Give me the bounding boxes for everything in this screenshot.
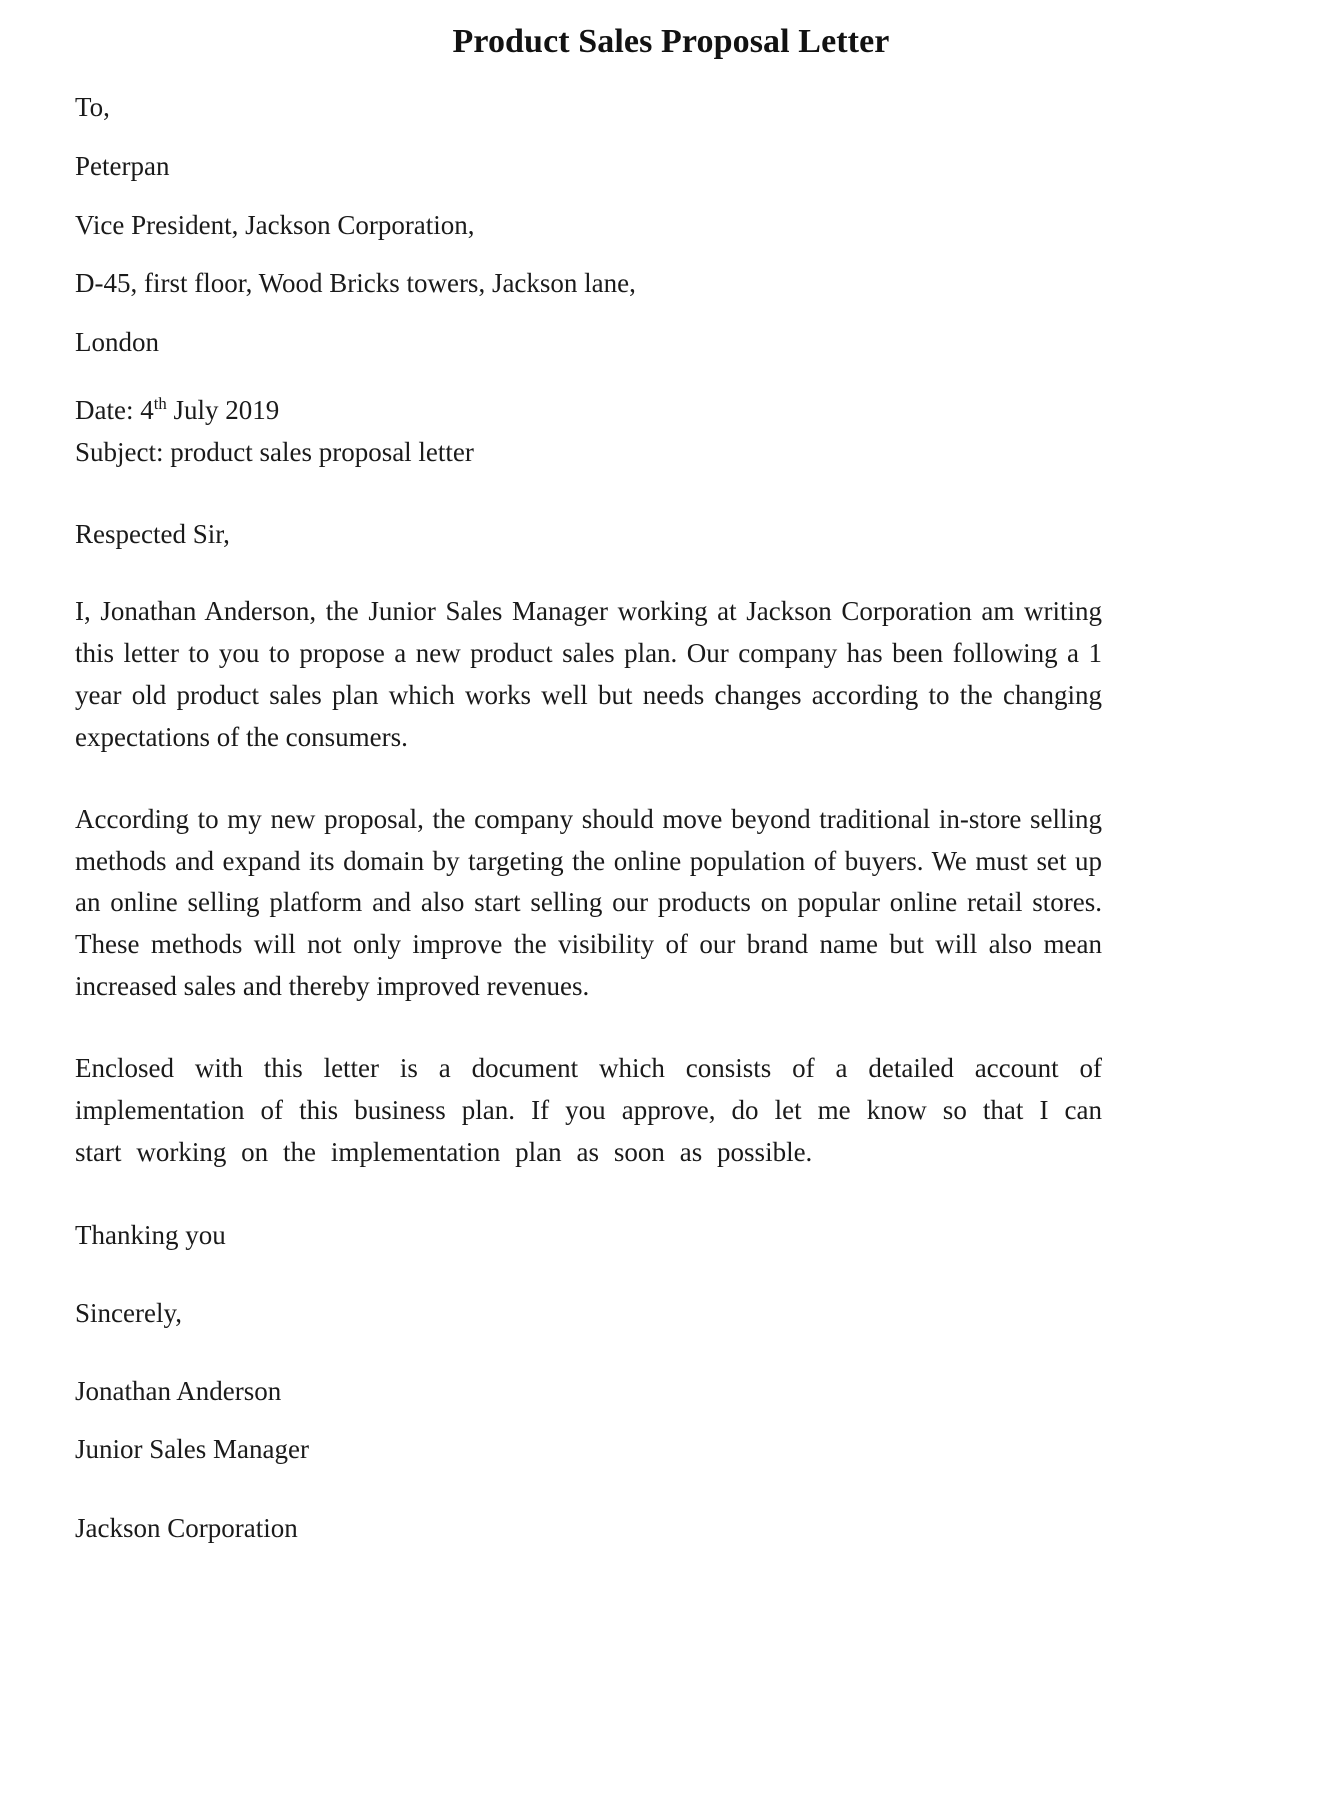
letter-content	[0, 91, 1324, 1546]
to-label: To,	[75, 92, 110, 123]
signer-name: Jonathan Anderson	[75, 1375, 282, 1406]
body-paragraph-3: Enclosed with this letter is a document which consists of a detailed account of implementation of this business plan. If you approve, do let me know so that I can start working on the implementation plan as soon as possible.	[75, 1052, 1102, 1167]
body-paragraph-2: According to my new proposal, the company should move beyond traditional in-store selling methods and expand its domain by targeting the online population of buyers. We must set up an online selling platform and also start selling our products on popular online retail stores. These methods will not only improve the visibility of our brand name but will also mean increased sales and thereby improved revenues.	[75, 803, 1102, 1002]
date-suffix: July 2019	[166, 394, 280, 425]
closing-block	[75, 1219, 1102, 1331]
subject-line: Subject: product sales proposal letter	[75, 436, 474, 467]
recipient-address-block	[75, 91, 1102, 360]
recipient-city: London	[75, 327, 159, 358]
letter-page	[0, 22, 1324, 1806]
body-paragraph-1: I, Jonathan Anderson, the Junior Sales Manager working at Jackson Corporation am writing this letter to you to propose a new product sales plan. Our company has been following a 1 year old product sales plan which works well but needs changes according to the changing expectations of the consumers.	[75, 596, 1102, 752]
signer-company: Jackson Corporation	[75, 1513, 298, 1544]
valediction-line: Sincerely,	[75, 1298, 182, 1329]
page-title: Product Sales Proposal Letter	[452, 23, 890, 60]
letter-meta-block	[75, 390, 1102, 474]
salutation: Respected Sir,	[75, 518, 230, 549]
signer-title: Junior Sales Manager	[75, 1433, 309, 1464]
date-ordinal-suffix: th	[153, 393, 167, 413]
signature-block	[75, 1375, 1102, 1546]
recipient-designation: Vice President, Jackson Corporation,	[75, 209, 475, 240]
date-prefix: Date: 4	[75, 394, 154, 425]
recipient-name: Peterpan	[75, 150, 170, 181]
recipient-street-address: D-45, first floor, Wood Bricks towers, Jackson lane,	[75, 268, 636, 299]
date-line	[75, 390, 1102, 432]
thanking-line: Thanking you	[75, 1220, 226, 1251]
